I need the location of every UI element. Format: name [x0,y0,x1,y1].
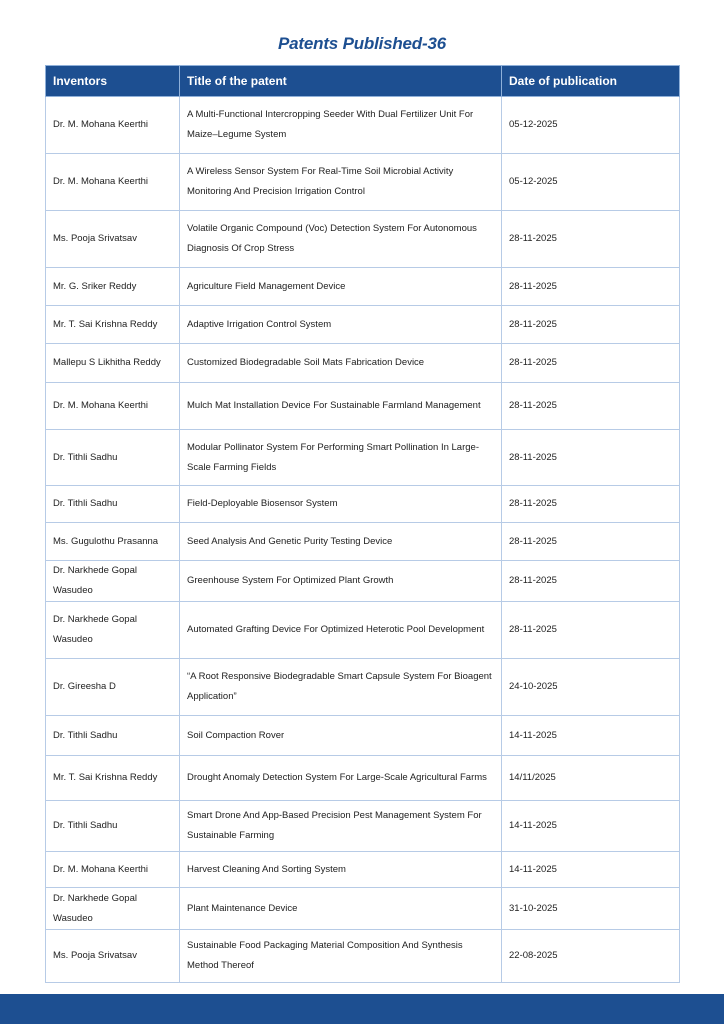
cell-inventor: Dr. M. Mohana Keerthi [46,383,180,430]
cell-inventor: Dr. M. Mohana Keerthi [46,97,180,154]
cell-inventor: Dr. M. Mohana Keerthi [46,852,180,888]
cell-inventor: Ms. Pooja Srivatsav [46,930,180,983]
cell-title: Volatile Organic Compound (Voc) Detection System For Autonomous Diagnosis Of Crop Stress [180,211,502,268]
table-row [46,486,680,523]
header-title: Title of the patent [180,66,502,97]
cell-date: 05-12-2025 [502,154,680,211]
table-row [46,306,680,344]
page-title: Patents Published-36 [278,34,446,53]
cell-title: Mulch Mat Installation Device For Sustainable Farmland Management [180,383,502,430]
cell-title: Sustainable Food Packaging Material Composition And Synthesis Method Thereof [180,930,502,983]
cell-title: Harvest Cleaning And Sorting System [180,852,502,888]
cell-date: 05-12-2025 [502,97,680,154]
table-row [46,659,680,716]
cell-inventor: Dr. Tithli Sadhu [46,716,180,756]
cell-title: Modular Pollinator System For Performing Smart Pollination In Large-Scale Farming Fields [180,430,502,486]
cell-title: Automated Grafting Device For Optimized Heterotic Pool Development [180,602,502,659]
cell-date: 24-10-2025 [502,659,680,716]
cell-title: Plant Maintenance Device [180,888,502,930]
cell-inventor: Dr. Tithli Sadhu [46,486,180,523]
cell-title: A Wireless Sensor System For Real-Time Soil Microbial Activity Monitoring And Precision Irrigation Control [180,154,502,211]
table-row [46,888,680,930]
table-row [46,97,680,154]
table-row [46,756,680,801]
cell-title: Smart Drone And App-Based Precision Pest Management System For Sustainable Farming [180,801,502,852]
table-row [46,716,680,756]
cell-inventor: Dr. M. Mohana Keerthi [46,154,180,211]
cell-inventor: Ms. Pooja Srivatsav [46,211,180,268]
cell-title: Greenhouse System For Optimized Plant Growth [180,561,502,602]
cell-date: 14/11/2025 [502,756,680,801]
table-row [46,430,680,486]
cell-title: Soil Compaction Rover [180,716,502,756]
header-inventors: Inventors [46,66,180,97]
cell-date: 14-11-2025 [502,716,680,756]
table-row [46,154,680,211]
patents-table [45,65,680,983]
cell-date: 14-11-2025 [502,852,680,888]
cell-date: 31-10-2025 [502,888,680,930]
cell-inventor: Mr. G. Sriker Reddy [46,268,180,306]
cell-title: Agriculture Field Management Device [180,268,502,306]
cell-title: Field-Deployable Biosensor System [180,486,502,523]
table-row [46,344,680,383]
cell-date: 28-11-2025 [502,430,680,486]
cell-date: 28-11-2025 [502,383,680,430]
cell-date: 28-11-2025 [502,306,680,344]
cell-date: 28-11-2025 [502,561,680,602]
cell-inventor: Dr. Tithli Sadhu [46,801,180,852]
cell-date: 22-08-2025 [502,930,680,983]
cell-title: A Multi-Functional Intercropping Seeder With Dual Fertilizer Unit For Maize–Legume System [180,97,502,154]
cell-inventor: Dr. Narkhede Gopal Wasudeo [46,602,180,659]
table-row [46,268,680,306]
cell-title: Seed Analysis And Genetic Purity Testing Device [180,523,502,561]
table-row [46,602,680,659]
cell-date: 28-11-2025 [502,523,680,561]
table-row [46,383,680,430]
table-row [46,211,680,268]
cell-inventor: Mallepu S Likhitha Reddy [46,344,180,383]
cell-inventor: Dr. Narkhede Gopal Wasudeo [46,888,180,930]
footer-bar [0,994,724,1024]
cell-date: 28-11-2025 [502,344,680,383]
cell-inventor: Mr. T. Sai Krishna Reddy [46,306,180,344]
table-row [46,801,680,852]
cell-title: Adaptive Irrigation Control System [180,306,502,344]
table-row [46,930,680,983]
cell-inventor: Dr. Tithli Sadhu [46,430,180,486]
cell-date: 28-11-2025 [502,602,680,659]
cell-inventor: Dr. Gireesha D [46,659,180,716]
cell-date: 28-11-2025 [502,486,680,523]
cell-inventor: Mr. T. Sai Krishna Reddy [46,756,180,801]
cell-date: 14-11-2025 [502,801,680,852]
table-header-row [46,66,680,97]
table-row [46,523,680,561]
cell-date: 28-11-2025 [502,268,680,306]
table-row [46,561,680,602]
cell-title: Drought Anomaly Detection System For Large-Scale Agricultural Farms [180,756,502,801]
table-row [46,852,680,888]
cell-title: “A Root Responsive Biodegradable Smart Capsule System For Bioagent Application” [180,659,502,716]
cell-date: 28-11-2025 [502,211,680,268]
cell-inventor: Ms. Gugulothu Prasanna [46,523,180,561]
cell-inventor: Dr. Narkhede Gopal Wasudeo [46,561,180,602]
header-date: Date of publication [502,66,680,97]
cell-title: Customized Biodegradable Soil Mats Fabrication Device [180,344,502,383]
